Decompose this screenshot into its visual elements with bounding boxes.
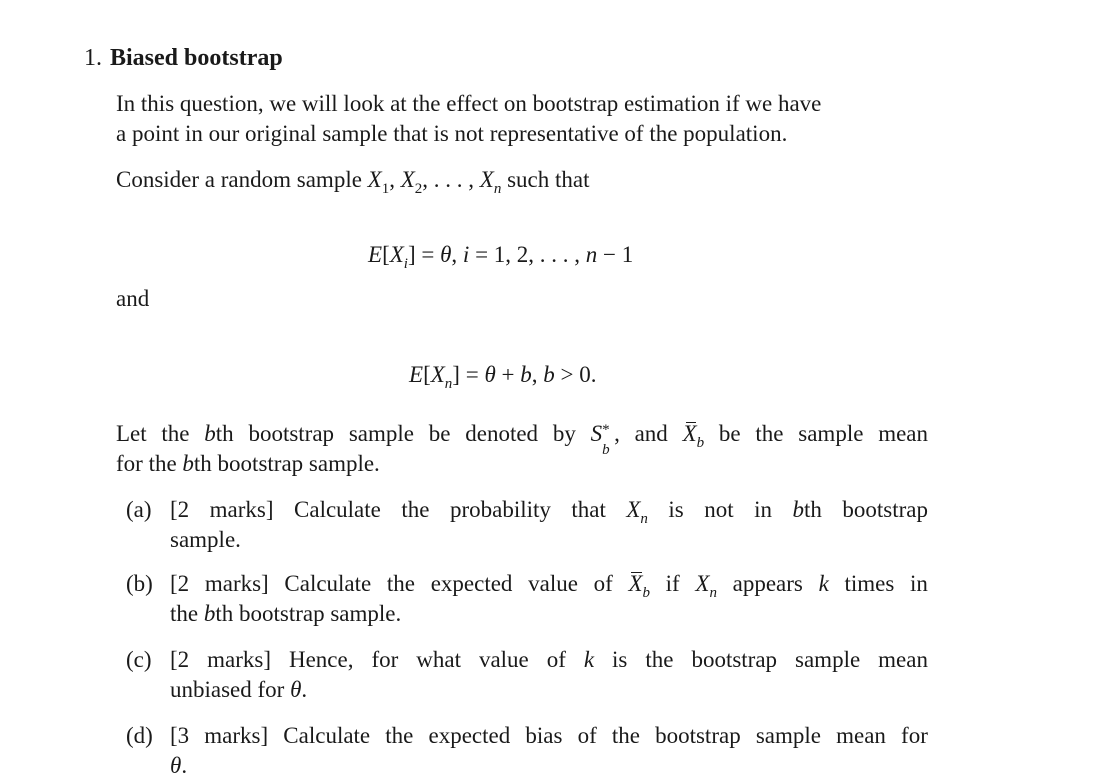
intro-line-2: a point in our original sample that is not representative of the population. [116,121,788,146]
consider-prefix: Consider a random sample [116,167,362,192]
equation-1: $E[X_i] = \theta$, i = 1, 2, . . . , n − 1 [368,242,634,272]
definition-line-2: for the bth bootstrap sample. [116,451,380,476]
consider-paragraph [116,165,928,195]
part-a-line-1: [2 marks] Calculate the probability that $X_n$ is not in bth bootstrap [170,497,928,527]
sample-expression: $X_1$, $X_2$, . . . , $X_n$ [367,167,502,197]
part-d-label: (d) [126,723,153,748]
intro-line-1: In this question, we will look at the effect on bootstrap estimation if we have [116,91,822,116]
part-b-label: (b) [126,571,153,596]
consider-suffix: such that [507,167,590,192]
question-title: Biased bootstrap [110,45,283,71]
definition-line-1: Let the bth bootstrap sample be denoted by S * b , and $X_b$ be the sample mean [116,421,928,458]
intro-paragraph [116,89,928,149]
part-c-label: (c) [126,647,152,672]
part-b-line-2: the bth bootstrap sample. [170,601,402,626]
equation-2: $E[X_n] = \theta + b$, b > 0. [409,362,597,392]
part-c-line-1: [2 marks] Hence, for what value of k is the bootstrap sample mean [170,647,928,672]
question-number: 1. [84,45,102,71]
part-a-label: (a) [126,497,152,522]
part-a-line-2: sample. [170,527,241,552]
part-c-line-2: unbiased for θ. [170,677,308,702]
part-d-line-2: θ. [170,753,188,778]
part-b-line-1: [2 marks] Calculate the expected value of $X_b$ if $X_n$ appears k times in [170,571,928,601]
question-heading [84,43,283,73]
and-text: and [116,286,150,311]
part-d-line-1: [3 marks] Calculate the expected bias of the bootstrap sample mean for [170,723,928,748]
definition-paragraph [116,419,928,479]
